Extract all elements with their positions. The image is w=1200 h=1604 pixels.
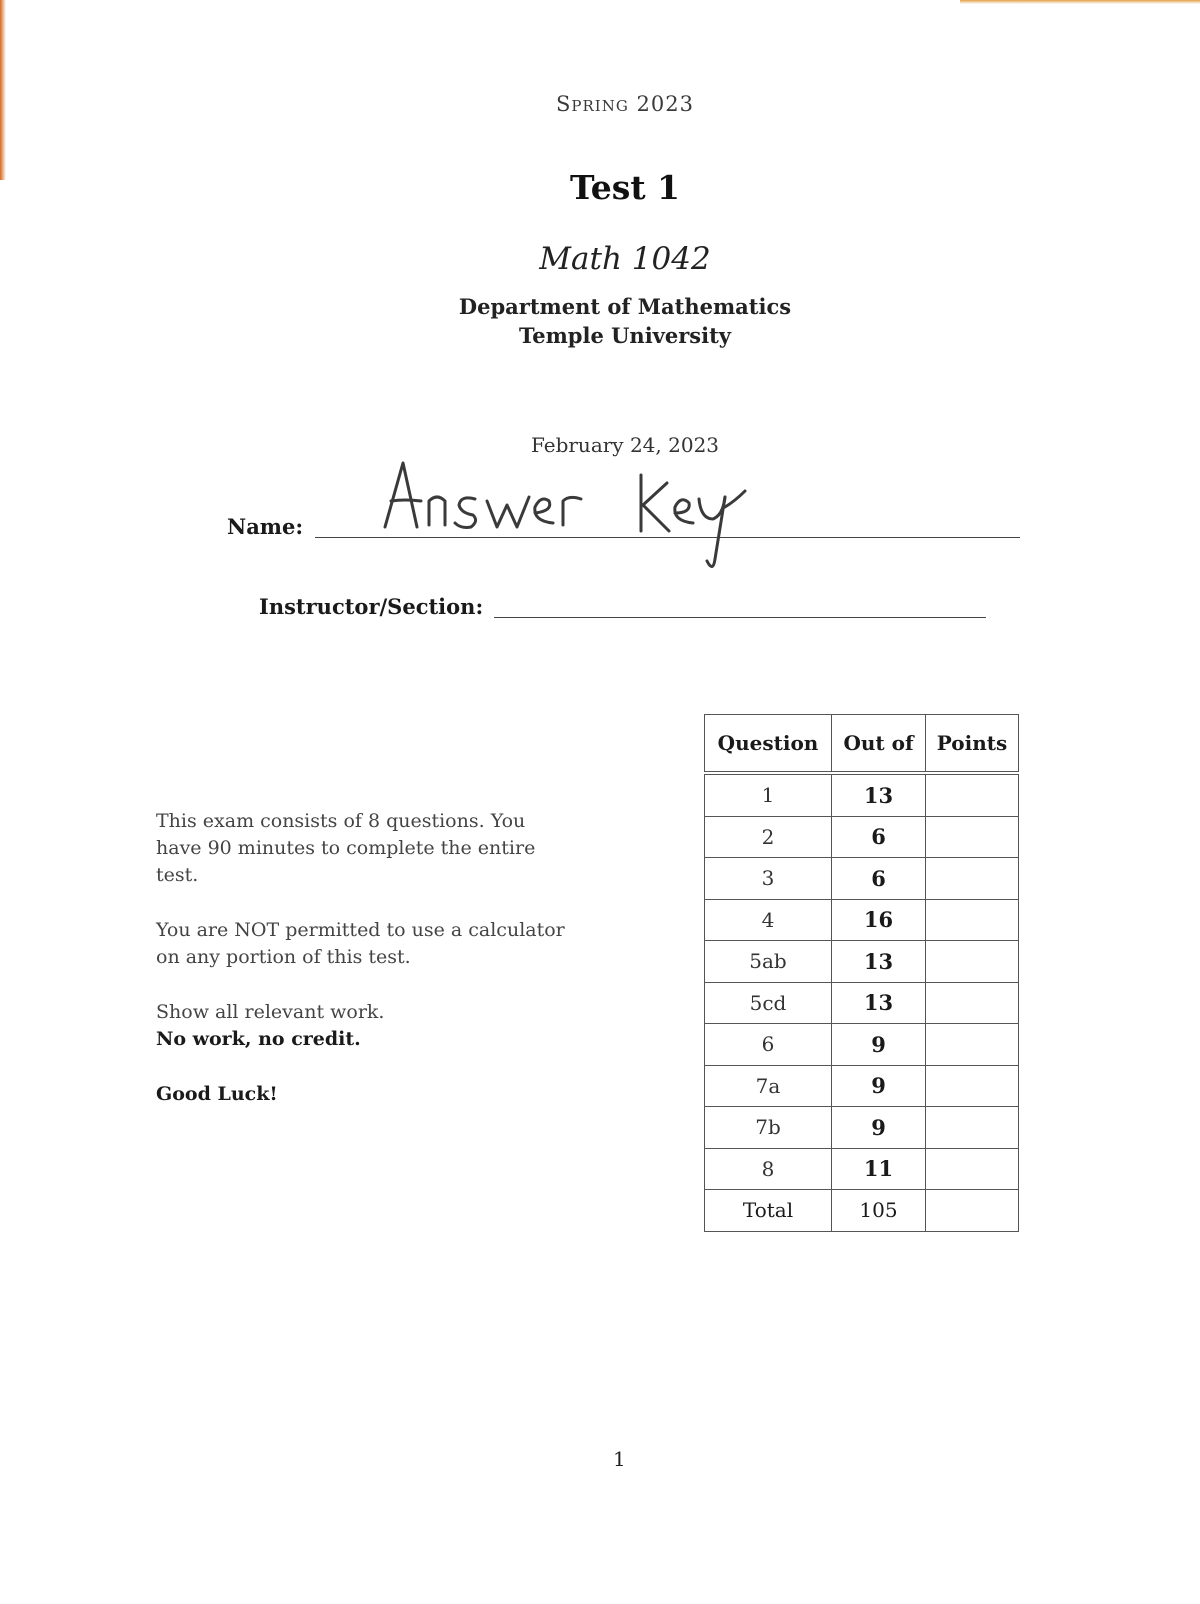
question-number: 7b [705,1107,832,1149]
table-row [705,858,1019,900]
table-row [705,1148,1019,1190]
question-number: 5cd [705,982,832,1024]
out-of-value: 13 [832,773,926,816]
question-number: 4 [705,899,832,941]
question-number: 1 [705,773,832,816]
question-number: 6 [705,1024,832,1066]
question-number: 7a [705,1065,832,1107]
points-cell[interactable] [926,1024,1019,1066]
test-title: Test 1 [569,168,681,207]
table-row [705,982,1019,1024]
page-number: 1 [613,1447,626,1471]
out-of-value: 9 [832,1024,926,1066]
points-cell[interactable] [926,941,1019,983]
table-row [705,816,1019,858]
department: Department of Mathematics [458,294,792,319]
points-cell[interactable] [926,816,1019,858]
good-luck: Good Luck! [156,1083,278,1105]
instructions-exam-info: This exam consists of 8 questions. You have 90 minutes to complete the entire test. [156,810,536,886]
points-cell[interactable] [926,858,1019,900]
table-row-total [705,1190,1019,1232]
out-of-value: 13 [832,982,926,1024]
total-label: Total [705,1190,832,1232]
handwritten-answer-key-signature [383,455,763,585]
out-of-value: 16 [832,899,926,941]
table-row [705,773,1019,816]
points-cell[interactable] [926,1065,1019,1107]
exam-date: February 24, 2023 [530,433,720,457]
table-row [705,941,1019,983]
header-question: Question [705,715,832,774]
out-of-value: 9 [832,1107,926,1149]
paper-edge-shadow [0,0,6,180]
table-row [705,1065,1019,1107]
university: Temple University [518,323,732,348]
header-out-of: Out of [832,715,926,774]
question-number: 2 [705,816,832,858]
total-out-of: 105 [832,1190,926,1232]
name-label: Name: [227,514,304,539]
score-table [704,714,1019,1232]
out-of-value: 6 [832,816,926,858]
instructions [156,808,576,1136]
table-row [705,1024,1019,1066]
question-number: 8 [705,1148,832,1190]
instructions-calculator: You are NOT permitted to use a calculator on any portion of this test. [156,919,565,968]
points-cell[interactable] [926,773,1019,816]
score-table-header [705,715,1019,774]
header-points: Points [926,715,1019,774]
out-of-value: 9 [832,1065,926,1107]
instructions-no-credit: No work, no credit. [156,1028,361,1050]
out-of-value: 6 [832,858,926,900]
question-number: 3 [705,858,832,900]
paper-edge-shadow-top [960,0,1200,4]
instructions-work [156,999,576,1053]
out-of-value: 11 [832,1148,926,1190]
total-points-cell[interactable] [926,1190,1019,1232]
question-number: 5ab [705,941,832,983]
points-cell[interactable] [926,1107,1019,1149]
out-of-value: 13 [832,941,926,983]
table-row [705,899,1019,941]
instructor-section-label: Instructor/Section: [259,594,484,619]
points-cell[interactable] [926,899,1019,941]
department-block [0,292,1200,350]
points-cell[interactable] [926,982,1019,1024]
table-row [705,1107,1019,1149]
instructor-section-field[interactable] [494,617,986,618]
semester: Spring 2023 [556,92,694,116]
instructions-show-work: Show all relevant work. [156,1001,385,1023]
course-name: Math 1042 [539,241,711,277]
points-cell[interactable] [926,1148,1019,1190]
